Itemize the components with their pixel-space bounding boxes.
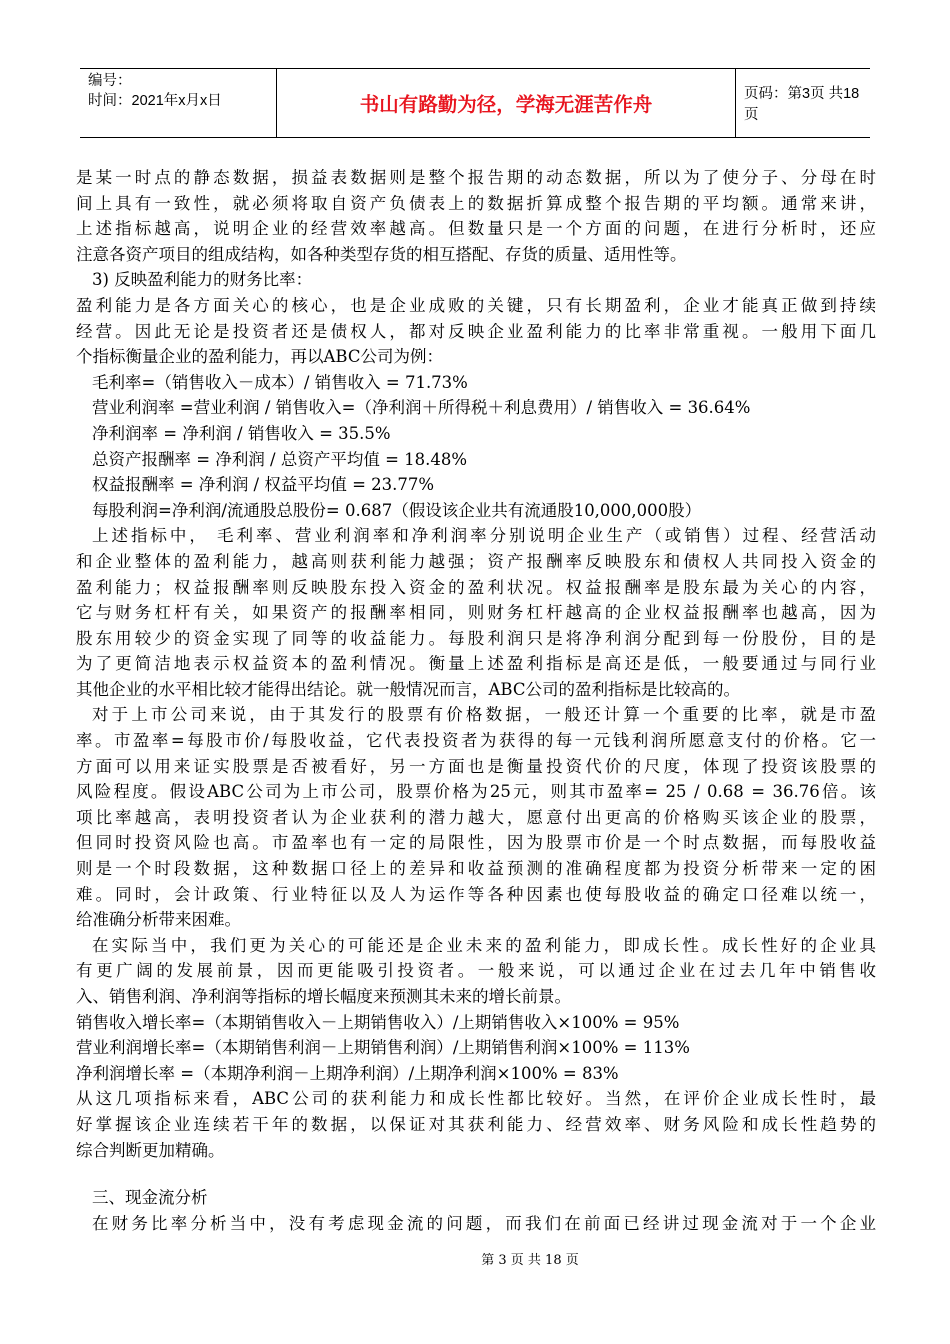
text-line: 毛利率=（销售收入－成本）/ 销售收入 = 71.73%: [92, 372, 468, 392]
text-line: 综合判断更加精确。: [76, 1140, 225, 1160]
text-line: 入、销售利润、净利润等指标的增长幅度来预测其未来的增长前景。: [76, 987, 571, 1006]
header-page-info: 页码：第3页 共18页: [744, 86, 860, 123]
header-meta: [80, 69, 277, 137]
text-line: 盈利能力是各方面关心的核心，也是企业成败的关键，只有长期盈利，企业才能真正做到持续: [76, 295, 876, 315]
text-line: 在财务比率分析当中，没有考虑现金流的问题，而我们在前面已经讲过现金流对于一个企业: [92, 1213, 876, 1233]
text-line: 间上具有一致性，就必须将取自资产负债表上的数据折算成整个报告期的平均额。通常来讲，: [76, 193, 876, 213]
header-motto: 书山有路勤为径，学海无涯苦作舟: [277, 69, 736, 137]
text-line: 每股利润=净利润/流通股总股份= 0.687（假设该企业共有流通股10,000,000股）: [92, 500, 702, 520]
page-footer: 第 3 页 共 18 页: [481, 1253, 579, 1268]
time-label: 时间：2021年x月x日: [88, 93, 222, 109]
text-line: 营业利润增长率=（本期销售利润－上期销售利润）/上期销售利润×100% = 113%: [76, 1038, 690, 1058]
text-line: 是某一时点的静态数据，损益表数据则是整个报告期的动态数据，所以为了使分子、分母在时: [76, 168, 876, 187]
document-body: [76, 165, 876, 1236]
text-line: 三、现金流分析: [92, 1188, 208, 1208]
text-line: 盈利能力；权益报酬率则反映股东投入资金的盈利状况。权益报酬率是股东最为关心的内容，: [76, 577, 876, 597]
text-line: 对于上市公司来说，由于其发行的股票有价格数据，一般还计算一个重要的比率，就是市盈: [92, 705, 876, 725]
text-line: 权益报酬率 = 净利润 / 权益平均值 = 23.77%: [92, 475, 435, 495]
text-line: 但同时投资风险也高。市盈率也有一定的局限性，因为股票市价是一个时点数据，而每股收益: [76, 833, 876, 853]
text-line: 方面可以用来证实股票是否被看好，另一方面也是衡量投资代价的尺度，体现了投资该股票的: [76, 756, 876, 776]
text-line: 有更广阔的发展前景，因而更能吸引投资者。一般来说，可以通过企业在过去几年中销售收: [76, 961, 876, 981]
text-line: 3) 反映盈利能力的财务比率：: [92, 270, 313, 290]
text-line: 营业利润率 =营业利润 / 销售收入=（净利润＋所得税＋利息费用）/ 销售收入 = 36.64%: [92, 398, 751, 418]
text-line: 注意各资产项目的组成结构，如各种类型存货的相互搭配、存货的质量、适用性等。: [76, 244, 687, 264]
paragraph-gap: [76, 1163, 876, 1185]
text-line: 在实际当中，我们更为关心的可能还是企业未来的盈利能力，即成长性。成长性好的企业具: [92, 935, 876, 955]
text-line: 为了更简洁地表示权益资本的盈利情况。衡量上述盈利指标是高还是低，一般要通过与同行业: [76, 654, 876, 674]
text-line: 给准确分析带来困难。: [76, 910, 241, 930]
text-line: 个指标衡量企业的盈利能力，再以ABC公司为例：: [76, 347, 443, 367]
text-line: 总资产报酬率 = 净利润 / 总资产平均值 = 18.48%: [92, 449, 468, 469]
page-header: [80, 68, 870, 138]
text-line: 则是一个时段数据，这种数据口径上的差异和收益预测的准确程度都为投资分析带来一定的困: [76, 859, 876, 879]
text-line: 上述指标中， 毛利率、营业利润率和净利润率分别说明企业生产（或销售）过程、经营活动: [92, 526, 876, 546]
number-label: 编号：: [88, 73, 132, 89]
text-line: 率。市盈率=每股市价/每股收益，它代表投资者为获得的每一元钱利润所愿意支付的价格。它一: [76, 731, 876, 751]
text-line: 净利润率 = 净利润 / 销售收入 = 35.5%: [92, 423, 391, 443]
text-line: 和企业整体的盈利能力，越高则获利能力越强；资产报酬率反映股东和债权人共同投入资金的: [76, 551, 876, 571]
text-line: 从这几项指标来看，ABC公司的获利能力和成长性都比较好。当然，在评价企业成长性时，最: [76, 1089, 876, 1109]
text-line: 其他企业的水平相比较才能得出结论。就一般情况而言，ABC公司的盈利指标是比较高的。: [76, 679, 740, 699]
text-line: 它与财务杠杆有关，如果资产的报酬率相同，则财务杠杆越高的企业权益报酬率也越高，因为: [76, 603, 876, 623]
text-line: 好掌握该企业连续若干年的数据，以保证对其获利能力、经营效率、财务风险和成长性趋势的: [76, 1114, 876, 1134]
text-line: 净利润增长率 =（本期净利润－上期净利润）/上期净利润×100% = 83%: [76, 1063, 619, 1083]
text-line: 项比率越高，表明投资者认为企业获利的潜力越大，愿意付出更高的价格购买该企业的股票，: [76, 807, 876, 827]
text-line: 销售收入增长率=（本期销售收入－上期销售收入）/上期销售收入×100% = 95%: [76, 1012, 680, 1032]
text-line: 风险程度。假设ABC公司为上市公司，股票价格为25元，则其市盈率= 25 / 0.68 = 36.76倍。该: [76, 782, 876, 802]
text-line: 股东用较少的资金实现了同等的收益能力。每股利润只是将净利润分配到每一份股份，目的是: [76, 628, 876, 648]
text-line: 难。同时，会计政策、行业特征以及人为运作等各种因素也使每股收益的确定口径难以统一，: [76, 884, 876, 904]
text-line: 上述指标越高，说明企业的经营效率越高。但数量只是一个方面的问题，在进行分析时，还应: [76, 219, 876, 239]
text-line: 经营。因此无论是投资者还是债权人，都对反映企业盈利能力的比率非常重视。一般用下面几: [76, 321, 876, 341]
